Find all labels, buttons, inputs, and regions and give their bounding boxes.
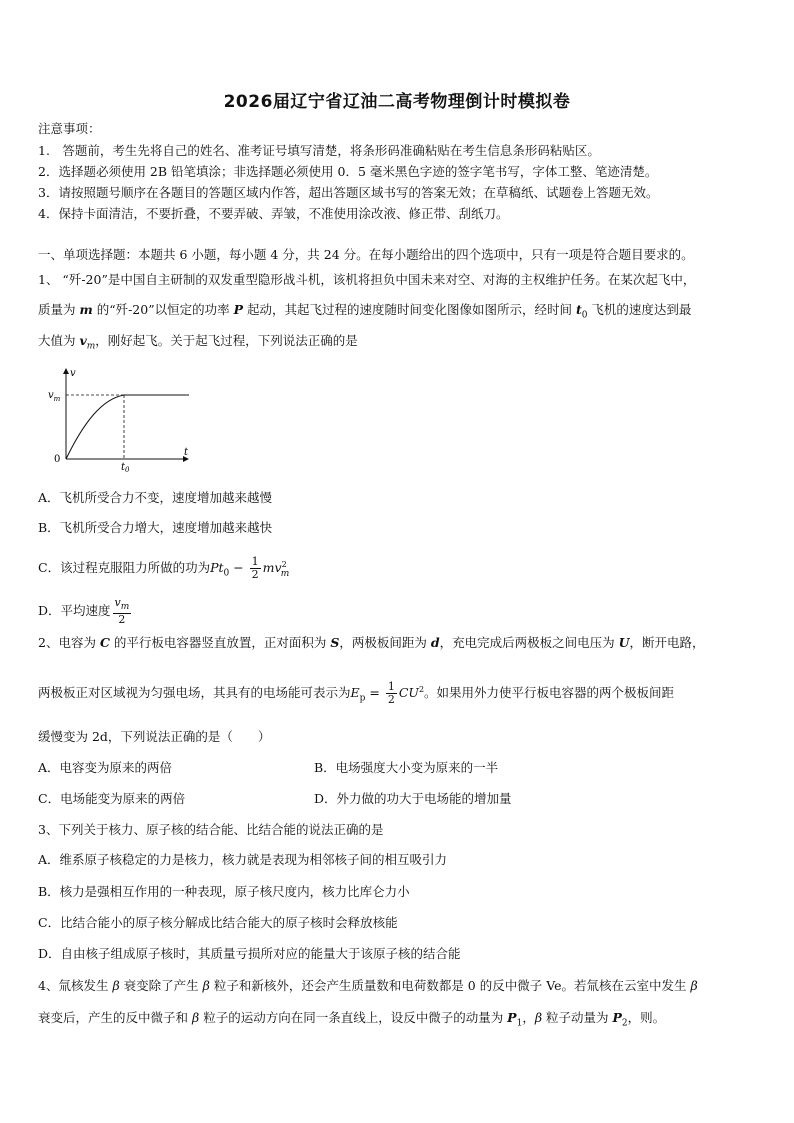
origin-label: 0 (54, 454, 61, 465)
y-axis-label: v (70, 368, 76, 379)
q3-option-c: C．比结合能小的原子核分解成比结合能大的原子核时会释放核能 (38, 915, 398, 930)
q4-line-2: 衰变后，产生的反中微子和 β 粒子的运动方向在同一条直线上，设反中微子的动量为 $P_1$，β 粒子动量为 $P_2$，则。 (38, 1010, 666, 1029)
q2-option-a: A．电容变为原来的两倍 (38, 760, 173, 775)
vm-label: $v_m$ (48, 390, 61, 403)
q1-option-c: C．该过程克服阻力所做的功为$Pt_0$ − $\frac{1}{2}$ $mv^2_m$ (38, 555, 290, 581)
q2-option-b: B．电场强度大小变为原来的一半 (314, 760, 499, 775)
q3-option-b: B．核力是强相互作用的一种表现，原子核尺度内，核力比库仑力小 (38, 884, 410, 899)
q2-line-3: 缓慢变为 2d，下列说法正确的是（ ） (38, 729, 271, 744)
q1-line-1: 1、 “歼-20”是中国自主研制的双发重型隐形战斗机，该机将担负中国未来对空、对海的主权维护任务。在某次起飞中， (38, 272, 696, 287)
q4-line-1: 4、氚核发生 β 衰变除了产生 β 粒子和新核外，还会产生质量数和电荷数都是 0 的反中微子 Ve。若氚核在云室中发生 β (38, 978, 698, 993)
section-heading: 一、单项选择题：本题共 6 小题，每小题 4 分，共 24 分。在每小题给出的四个选项中，只有一项是符合题目要求的。 (38, 247, 694, 262)
q2-line-2: 两极板正对区域视为匀强电场，其具有的电场能可表示为$E_p$ = $\frac{1}{2}$ $CU^2$。如果用外力使平行板电容器的两个极板间距 (38, 680, 675, 706)
q3-option-a: A．维系原子核稳定的力是核力，核力就是表现为相邻核子间的相互吸引力 (38, 852, 448, 867)
q1-option-b: B．飞机所受合力增大，速度增加越来越快 (38, 520, 273, 535)
q1-option-a: A．飞机所受合力不变，速度增加越来越慢 (38, 490, 273, 505)
q1-line-3: 大值为 $v_m$，刚好起飞。关于起飞过程，下列说法正确的是 (38, 333, 358, 352)
notice-item-4: 4．保持卡面清洁，不要折叠，不要弄破、弄皱，不准使用涂改液、修正带、刮纸刀。 (38, 206, 509, 221)
q1-option-d: D．平均速度 $\frac{v_m}{2}$ (38, 596, 130, 627)
x-axis-label: t (184, 447, 189, 458)
velocity-curve (66, 395, 189, 459)
notice-item-2: 2．选择题必须使用 2B 铅笔填涂；非选择题必须使用 0．5 毫米黑色字迹的签字笔书写，字体工整、笔迹清楚。 (38, 164, 658, 179)
t0-label: $t_0$ (121, 462, 130, 472)
q3-stem: 3、下列关于核力、原子核的结合能、比结合能的说法正确的是 (38, 822, 384, 837)
velocity-time-graph (44, 367, 194, 472)
notice-heading: 注意事项： (38, 121, 101, 136)
notice-item-3: 3．请按照题号顺序在各题目的答题区域内作答，超出答题区域书写的答案无效；在草稿纸、试题卷上答题无效。 (38, 185, 659, 200)
q2-option-c: C．电场能变为原来的两倍 (38, 791, 186, 806)
q2-option-d: D．外力做的功大于电场能的增加量 (314, 791, 512, 806)
page-title: 2026届辽宁省辽油二高考物理倒计时模拟卷 (223, 92, 571, 112)
notice-item-1: 1. 答题前，考生先将自己的姓名、准考证号填写清楚，将条形码准确粘贴在考生信息条形码粘贴区。 (38, 143, 600, 158)
q2-line-1: 2、电容为 C 的平行板电容器竖直放置，正对面积为 S，两极板间距为 d，充电完成后两极板之间电压为 U，断开电路， (38, 635, 705, 650)
q1-line-2: 质量为 m 的“歼-20”以恒定的功率 P 起动，其起飞过程的速度随时间变化图像如图所示，经时间 $t_0$ 飞机的速度达到最 (38, 302, 692, 321)
q3-option-d: D．自由核子组成原子核时，其质量亏损所对应的能量大于该原子核的结合能 (38, 946, 461, 961)
